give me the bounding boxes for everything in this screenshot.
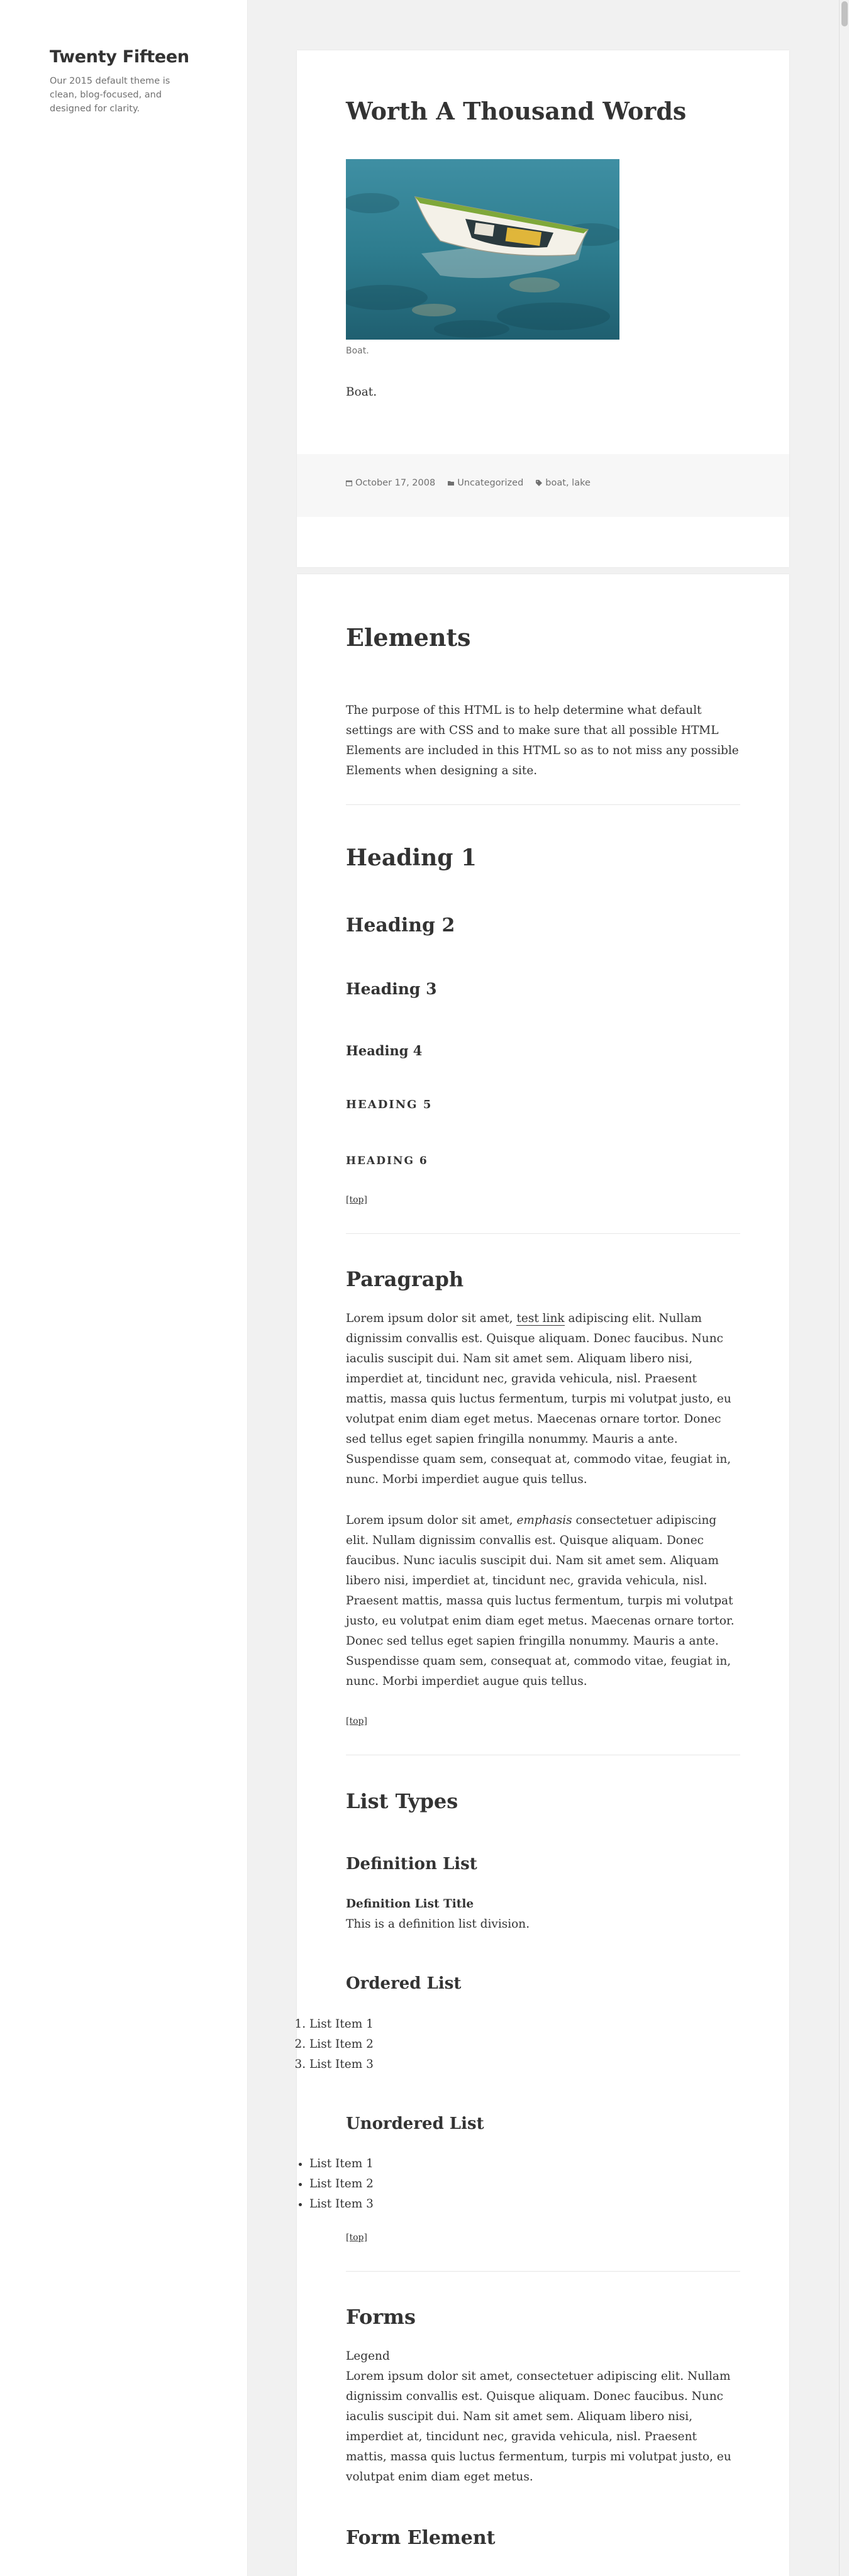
unordered-list (297, 2154, 374, 2214)
post-title[interactable]: Worth A Thousand Words (346, 97, 687, 125)
post-category-text[interactable]: Uncategorized (457, 478, 524, 488)
post-tags[interactable] (536, 478, 591, 488)
ordered-list (297, 2014, 374, 2075)
entry-meta (346, 478, 591, 488)
fieldset-legend: Legend (346, 2350, 390, 2363)
boat-photo-illustration (346, 159, 619, 340)
paragraph-text: Lorem ipsum dolor sit amet, (346, 1312, 517, 1325)
forms-heading: Forms (346, 2305, 416, 2329)
boat-image[interactable] (346, 159, 619, 340)
entry-footer (297, 454, 789, 517)
heading-4: Heading 4 (346, 1043, 423, 1058)
top-link[interactable]: [top] (346, 1716, 367, 1726)
post-date-text[interactable]: October 17, 2008 (355, 478, 436, 488)
list-item: 3. List Item 3 (309, 2055, 374, 2075)
list-item: • List Item 1 (309, 2154, 374, 2174)
forms-paragraph: Lorem ipsum dolor sit amet, consectetuer adipiscing elit. Nullam dignissim convallis est. Quisque aliquam. Donec faucibus. Nunc iaculis suscipit dui. Nam sit amet sem. Aliquam libero nisi, imperdiet at, tincidunt nec, gravida vehicula, nisl. Praesent mattis, massa quis luctus fermentum, turpis mi volutpat justo, eu volutpat enim diam eget metus. (346, 2370, 731, 2484)
sidebar (0, 0, 247, 2576)
top-link[interactable]: [top] (346, 2233, 367, 2243)
calendar-icon (346, 480, 352, 486)
paragraph-text: Lorem ipsum dolor sit amet, (346, 1514, 517, 1527)
site-description: Our 2015 default theme is clean, blog-focused, and designed for clarity. (50, 76, 170, 114)
scrollbar[interactable] (839, 0, 849, 2576)
list-item: • List Item 2 (309, 2174, 374, 2194)
definition-list (346, 1894, 530, 1935)
image-caption: Boat. (346, 346, 369, 356)
top-link[interactable]: [top] (346, 1195, 367, 1205)
paragraph-1 (346, 1309, 740, 1490)
heading-3: Heading 3 (346, 980, 437, 998)
post-body: Boat. (346, 386, 377, 399)
divider (346, 804, 740, 805)
heading-1: Heading 1 (346, 845, 477, 871)
paragraph-text: consectetuer adipiscing elit. Nullam dignissim convallis est. Quisque aliquam. Donec faucibus. Nunc iaculis suscipit dui. Nam sit amet sem. Aliquam libero nisi, imperdiet at, tincidunt nec, gravida vehicula, nisl. Praesent mattis, massa quis luctus fermentum, turpis mi volutpat justo, eu volutpat enim diam eget metus. Maecenas ornare tortor. Donec sed tellus eget sapien fringilla nonummy. Mauris a ante. Suspendisse quam sem, consequat at, commodo vitae, feugiat in, nunc. Morbi imperdiet augue quis tellus. (346, 1514, 735, 1688)
post-card-worth-a-thousand-words (297, 50, 789, 567)
list-item: 1. List Item 1 (309, 2014, 374, 2035)
paragraph-2 (346, 1511, 740, 1692)
definition-list-heading: Definition List (346, 1855, 477, 1874)
intro-paragraph: The purpose of this HTML is to help determine what default settings are with CSS and to make sure that all possible HTML Elements are included in this HTML so as to not miss any possible Elements when designing a site. (346, 704, 739, 777)
post-tags-text[interactable]: boat, lake (545, 478, 591, 488)
post-card-elements (297, 574, 789, 2576)
heading-5: HEADING 5 (346, 1098, 433, 1111)
divider (346, 1233, 740, 1234)
unordered-list-heading: Unordered List (346, 2114, 484, 2133)
ordered-list-heading: Ordered List (346, 1974, 462, 1993)
list-item: • List Item 3 (309, 2194, 374, 2214)
site-title[interactable]: Twenty Fifteen (50, 47, 189, 67)
folder-icon (448, 480, 454, 486)
post-category[interactable] (448, 478, 523, 488)
tag-icon (536, 480, 542, 486)
post-title[interactable]: Elements (346, 623, 471, 652)
paragraph-text: adipiscing elit. Nullam dignissim convallis est. Quisque aliquam. Donec faucibus. Nunc iaculis suscipit dui. Nam sit amet sem. Aliquam libero nisi, imperdiet at, tincidunt nec, gravida vehicula, nisl. Praesent mattis, massa quis luctus fermentum, turpis mi volutpat justo, eu volutpat enim diam eget metus. Maecenas ornare tortor. Donec sed tellus eget sapien fringilla nonummy. Mauris a ante. Suspendisse quam sem, consequat at, commodo vitae, feugiat in, nunc. Morbi imperdiet augue quis tellus. (346, 1312, 731, 1486)
divider (346, 2271, 740, 2272)
test-link[interactable]: test link (516, 1312, 565, 1325)
paragraph-heading: Paragraph (346, 1267, 464, 1291)
scrollbar-thumb[interactable] (841, 1, 848, 26)
list-types-heading: List Types (346, 1789, 458, 1813)
form-element-heading: Form Element (346, 2527, 496, 2549)
heading-2: Heading 2 (346, 914, 455, 936)
heading-6: HEADING 6 (346, 1155, 428, 1167)
emphasis-text: emphasis (516, 1514, 572, 1527)
definition-description: This is a definition list division. (346, 1918, 530, 1931)
post-date[interactable] (346, 478, 435, 488)
list-item: 2. List Item 2 (309, 2035, 374, 2055)
definition-term: Definition List Title (346, 1897, 474, 1911)
